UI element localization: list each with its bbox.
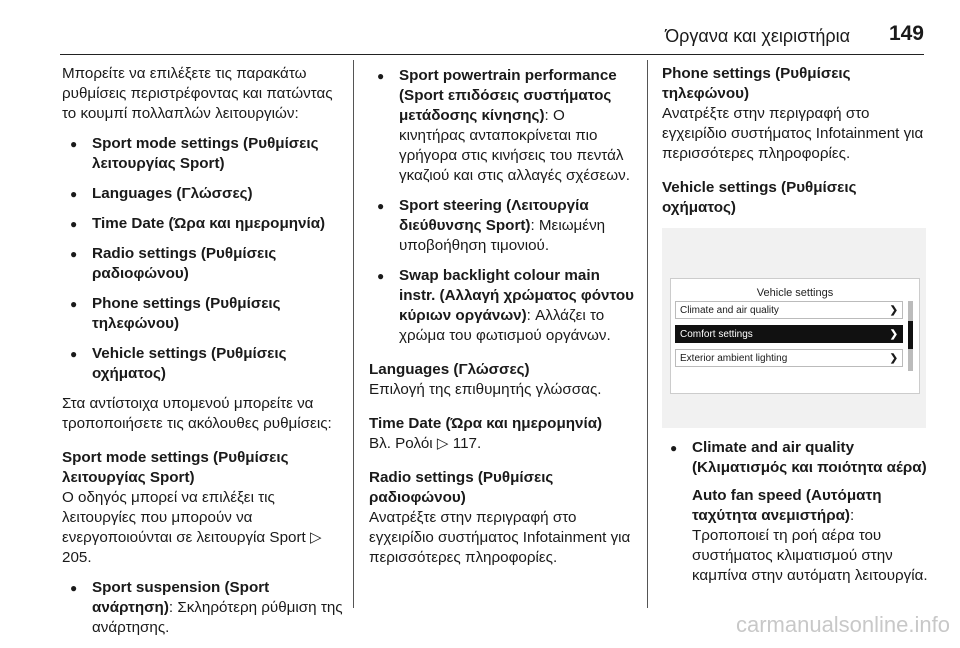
item-desc: : Σκληρότερη ρύθμιση της ανάρτησης. [92,599,343,636]
chevron-right-icon: ❯ [889,305,898,316]
column-divider-2 [647,60,648,608]
watermark: carmanualsonline.info [735,612,950,637]
screen-scrollbar-thumb [908,321,913,349]
item-desc: : Μειωμένη υποβοήθηση τιμονιού. [399,217,606,254]
autofan-text [692,486,930,586]
autofan-desc: : Τροποποιεί τη ροή αέρα του συστήματος κλιματισμού στην καμπίνα στην αυτόματη λειτουργία. [692,507,928,584]
header-rule [60,54,924,55]
radio-text: Ανατρέξτε στην περιγραφή στο εγχειρίδιο συστήματος Infotainment για περισσότερες πληροφορίες. [369,509,631,566]
page-ref-arrow-icon: ▷ [309,529,322,546]
sport-page-ref: 205. [62,549,92,566]
chevron-right-icon: ❯ [889,329,898,340]
item-desc: : Ο κινητήρας ανταποκρίνεται πιο γρήγορα στις κινήσεις του πεντάλ γκαζιού και στις αλλαγές σχέσεων. [399,107,630,184]
item-title: Climate and air quality (Κλιματισμός και ποιότητα αέρα) [692,439,927,476]
chapter-title: Όργανα και χειριστήρια [665,26,850,46]
chevron-right-icon: ❯ [889,353,898,364]
screen-row [675,349,903,367]
item-title: Sport suspension (Sport ανάρτηση) [92,579,270,616]
screen-title: Vehicle settings [756,287,834,299]
column-3 [662,64,930,596]
menu-list [62,134,346,384]
screen-row-label: Climate and air quality [680,305,779,316]
column-1 [62,64,346,648]
item-title: Sport powertrain performance (Sport επιδόσεις συστήματος μετάδοσης κίνησης) [399,67,617,124]
sport-heading: Sport mode settings (Ρυθμίσεις λειτουργίας Sport) [62,449,289,486]
sport-options-list [369,66,635,346]
list-item: ● Time Date (Ώρα και ημερομηνία) [62,214,346,234]
vehicle-heading: Vehicle settings (Ρυθμίσεις οχήματος) [662,179,857,216]
screen-row-selected [675,325,903,343]
languages-text: Επιλογή της επιθυμητής γλώσσας. [369,381,602,398]
submenu-text: Στα αντίστοιχα υπομενού μπορείτε να τροποποιήσετε τις ακόλουθες ρυθμίσεις: [62,395,332,432]
list-item: ● Sport mode settings (Ρυθμίσεις λειτουργίας Sport) [62,134,346,174]
page-number: 149 [888,22,924,45]
list-item [369,66,635,186]
time-text-body: Βλ. Ρολόι [369,435,433,452]
screen-row-label: Exterior ambient lighting [680,353,788,364]
page-header [0,0,960,50]
phone-text: Ανατρέξτε στην περιγραφή στο εγχειρίδιο συστήματος Infotainment για περισσότερες πληροφορίες. [662,105,924,162]
list-item: ● Radio settings (Ρυθμίσεις ραδιοφώνου) [62,244,346,284]
screen-row-label: Comfort settings [680,329,753,340]
climate-list [662,438,930,586]
sport-text-body: Ο οδηγός μπορεί να επιλέξει τις λειτουργίες που μπορούν να ενεργοποιούνται σε λειτουργία Sport [62,489,306,546]
time-heading: Time Date (Ώρα και ημερομηνία) [369,415,603,432]
page-ref-arrow-icon: ▷ [436,435,449,452]
list-item [369,266,635,346]
languages-heading: Languages (Γλώσσες) [369,361,530,378]
column-2 [369,64,635,568]
intro-text: Μπορείτε να επιλέξετε τις παρακάτω ρυθμίσεις περιστρέφοντας και πατώντας το κουμπί πολλαπλών λειτουργιών: [62,65,333,122]
screen-row [675,301,903,319]
screen-panel [670,278,920,394]
list-item [62,578,346,638]
radio-heading: Radio settings (Ρυθμίσεις ραδιοφώνου) [369,469,554,506]
list-item [662,438,930,586]
suspension-list [62,578,346,638]
list-item: ● Languages (Γλώσσες) [62,184,346,204]
sport-text [62,488,346,568]
list-item: ● Phone settings (Ρυθμίσεις τηλεφώνου) [62,294,346,334]
time-text [369,434,635,454]
screen-scrollbar [908,301,913,371]
item-title: Swap backlight colour main instr. (Αλλαγή χρώματος φόντου κύριων οργάνων) [399,267,634,324]
list-item: ● Vehicle settings (Ρυθμίσεις οχήματος) [62,344,346,384]
item-desc: : Αλλάζει το χρώμα του φωτισμού οργάνων. [399,307,611,344]
autofan-title: Auto fan speed (Αυτόματη ταχύτητα ανεμιστήρα) [692,487,882,524]
item-title: Sport steering (Λειτουργία διεύθυνσης Sport) [399,197,589,234]
time-page-ref: 117. [452,435,482,452]
phone-heading: Phone settings (Ρυθμίσεις τηλεφώνου) [662,65,851,102]
vehicle-settings-screen-image [662,228,926,428]
column-divider-1 [353,60,354,608]
list-item [369,196,635,256]
